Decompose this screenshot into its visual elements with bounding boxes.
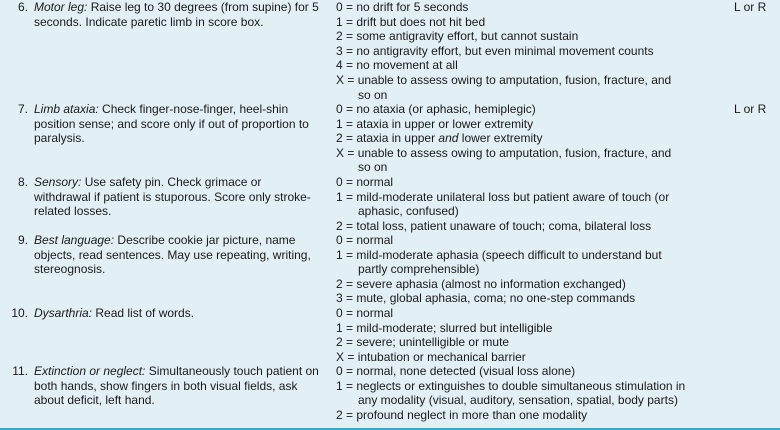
score-code: 1 = xyxy=(336,14,357,29)
score-text: severe aphasia (almost no information exchanged) xyxy=(356,276,626,291)
score-text: mild-moderate; slurred but intelligible xyxy=(356,320,553,335)
score-list xyxy=(336,364,716,422)
score-text xyxy=(356,131,716,146)
score-line xyxy=(336,58,716,73)
score-continuation: so on xyxy=(358,160,388,175)
score-line xyxy=(336,175,716,190)
score-text: no antigravity effort, but even minimal movement counts xyxy=(356,43,654,58)
score-list xyxy=(336,306,716,364)
score-line xyxy=(336,408,716,423)
item-description xyxy=(34,102,319,146)
score-text: normal xyxy=(356,233,394,247)
score-line xyxy=(336,219,716,234)
score-continuation: any modality (visual, auditory, sensation, spatial, body parts) xyxy=(358,393,678,408)
score-text: normal xyxy=(356,306,394,320)
item-title: Best language: xyxy=(34,233,115,247)
score-text: profound neglect in more than one modality xyxy=(356,407,588,422)
item-instructions: Describe cookie jar picture, name objects, read sentences. May use repeating, writing, stereognosis. xyxy=(34,233,311,277)
score-line xyxy=(336,379,716,394)
score-text-part: lower extremity xyxy=(458,131,543,146)
score-code: 2 = xyxy=(336,276,357,291)
item-number: 7. xyxy=(17,102,28,116)
score-line xyxy=(336,44,716,59)
item-description xyxy=(34,306,319,321)
score-code: 0 = xyxy=(336,364,357,378)
score-line xyxy=(336,321,716,336)
score-text: total loss, patient unaware of touch; coma, bilateral loss xyxy=(356,218,652,233)
score-code: 1 = xyxy=(336,189,357,204)
score-text: normal, none detected (visual loss alone) xyxy=(356,364,576,378)
score-code: X = xyxy=(336,145,358,160)
score-text: mild-moderate unilateral loss but patient aware of touch (or xyxy=(356,189,670,204)
limb-side: L or R xyxy=(734,102,767,116)
score-list xyxy=(336,175,716,233)
score-code: 2 = xyxy=(336,407,357,422)
score-line xyxy=(336,277,716,292)
score-line xyxy=(336,0,716,15)
item-description xyxy=(34,175,319,219)
item-number: 9. xyxy=(17,233,28,247)
score-text: no drift for 5 seconds xyxy=(356,0,469,14)
item-title: Dysarthria: xyxy=(34,306,93,320)
item-instructions: Check finger-nose-finger, heel-shin position sense; and score only if out of proportion to paralysis. xyxy=(34,102,309,146)
score-code: 0 = xyxy=(336,175,357,189)
item-title: Limb ataxia: xyxy=(34,102,99,116)
score-text: drift but does not hit bed xyxy=(356,14,486,29)
score-continuation: partly comprehensible) xyxy=(358,262,480,277)
limb-side: L or R xyxy=(734,0,767,14)
item-number: 10. xyxy=(11,306,28,320)
score-line xyxy=(336,248,716,263)
score-text-emphasis: and xyxy=(438,131,459,146)
score-continuation: so on xyxy=(358,87,388,102)
score-text: normal xyxy=(356,175,394,189)
score-text: no ataxia (or aphasic, hemiplegic) xyxy=(356,102,536,116)
item-instructions: Use safety pin. Check grimace or withdrawal if patient is stuporous. Score only stroke-related losses. xyxy=(34,175,311,219)
score-line xyxy=(336,364,716,379)
score-code: 0 = xyxy=(336,306,357,320)
score-code: 3 = xyxy=(336,43,357,58)
score-code: 3 = xyxy=(336,291,357,306)
score-code: 2 = xyxy=(336,335,357,350)
score-text: no movement at all xyxy=(356,58,458,73)
score-text-part: ataxia in upper xyxy=(356,131,439,146)
item-title: Extinction or neglect: xyxy=(34,364,146,378)
score-text: neglects or extinguishes to double simultaneous stimulation in xyxy=(356,378,686,393)
score-code: 0 = xyxy=(336,233,357,247)
score-code: 1 = xyxy=(336,247,357,262)
item-description xyxy=(34,233,319,277)
score-code: 1 = xyxy=(336,378,357,393)
score-code: X = xyxy=(336,349,358,364)
item-number: 11. xyxy=(12,364,28,378)
score-line xyxy=(336,306,716,321)
score-line xyxy=(336,190,716,205)
score-line xyxy=(336,131,716,146)
item-description xyxy=(34,0,319,29)
score-text: unable to assess owing to amputation, fusion, fracture, and xyxy=(357,145,672,160)
score-code: 0 = xyxy=(336,0,357,14)
score-line xyxy=(336,117,716,132)
score-line xyxy=(336,15,716,30)
score-line xyxy=(336,350,716,365)
item-title: Motor leg: xyxy=(34,0,88,14)
score-code: 0 = xyxy=(336,102,357,116)
score-line xyxy=(336,146,716,161)
score-continuation: aphasic, confused) xyxy=(358,204,459,219)
score-list xyxy=(336,233,716,306)
score-code: 4 = xyxy=(336,58,357,73)
score-text: intubation or mechanical barrier xyxy=(357,349,526,364)
score-code: 2 = xyxy=(336,131,357,146)
score-line xyxy=(336,233,716,248)
score-line xyxy=(336,73,716,88)
item-number: 6. xyxy=(17,0,28,14)
score-list xyxy=(336,102,716,175)
item-instructions: Simultaneously touch patient on both hands, show fingers in both visual fields, ask about deficit, left hand. xyxy=(34,364,319,408)
score-text: ataxia in upper or lower extremity xyxy=(356,116,534,131)
score-text: mute, global aphasia, coma; no one-step commands xyxy=(356,291,636,306)
score-list xyxy=(336,0,716,102)
item-description xyxy=(34,364,319,408)
score-code: X = xyxy=(336,72,358,87)
score-line xyxy=(336,29,716,44)
score-line xyxy=(336,102,716,117)
item-instructions: Raise leg to 30 degrees (from supine) for 5 seconds. Indicate paretic limb in score box. xyxy=(34,0,319,29)
score-text: severe; unintelligible or mute xyxy=(356,335,510,350)
score-text: unable to assess owing to amputation, fusion, fracture, and xyxy=(357,72,672,87)
score-code: 1 = xyxy=(336,320,357,335)
item-instructions: Read list of words. xyxy=(92,306,195,320)
score-code: 1 = xyxy=(336,116,357,131)
item-title: Sensory: xyxy=(34,175,82,189)
score-text: some antigravity effort, but cannot sustain xyxy=(356,29,579,44)
score-code: 2 = xyxy=(336,29,357,44)
score-text: mild-moderate aphasia (speech difficult to understand but xyxy=(356,247,662,262)
score-code: 2 = xyxy=(336,218,357,233)
score-line xyxy=(336,335,716,350)
item-number: 8. xyxy=(17,175,28,189)
score-line xyxy=(336,291,716,306)
